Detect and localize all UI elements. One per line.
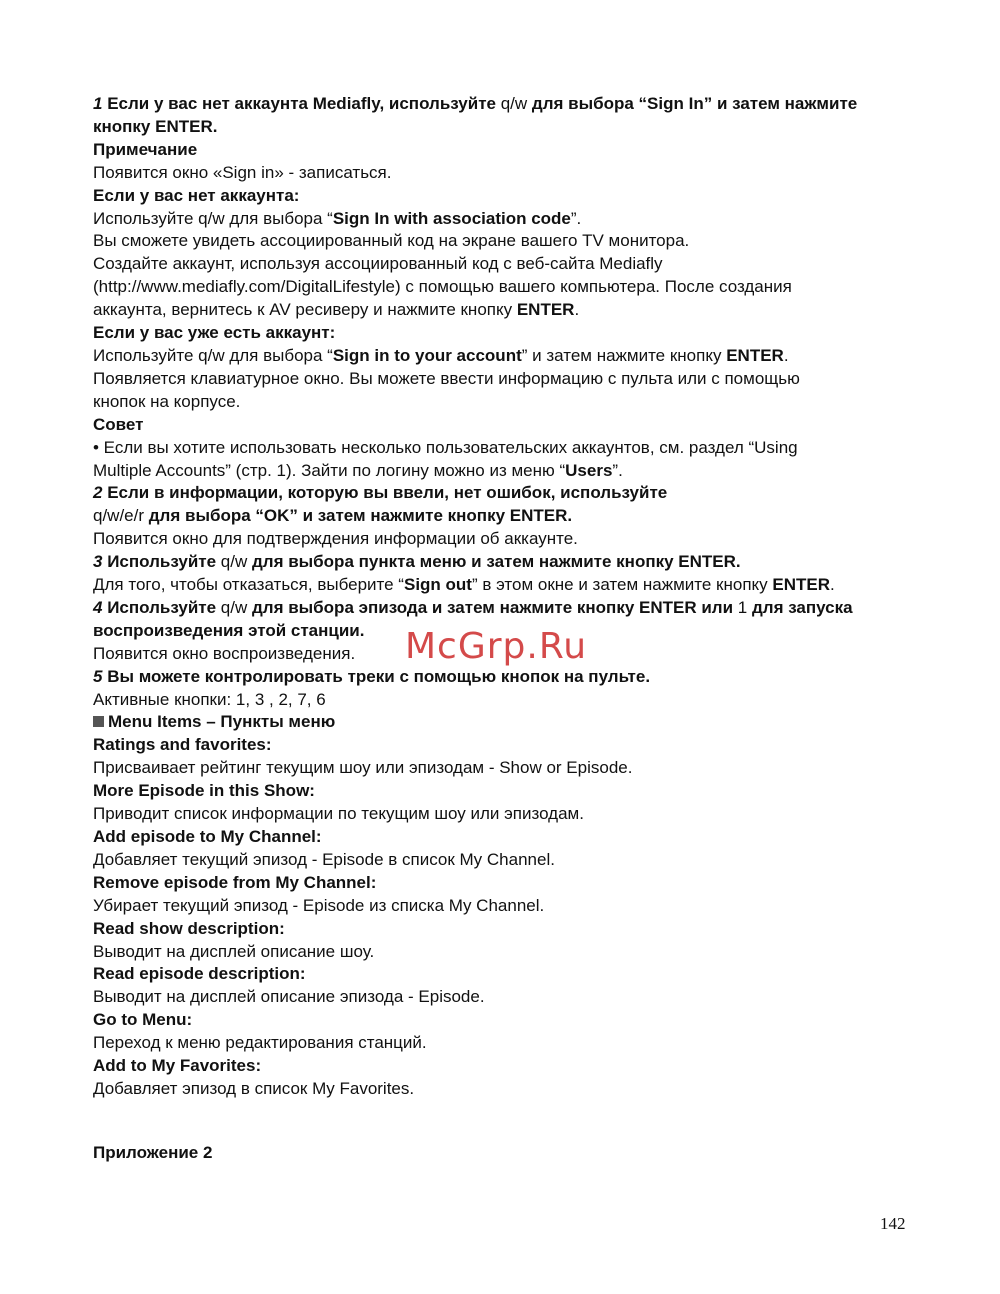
menu-item-desc: Убирает текущий эпизод - Episode из списка My Channel. xyxy=(93,895,545,915)
menu-item-desc: Добавляет текущий эпизод - Episode в список My Channel. xyxy=(93,849,555,869)
note-title: Примечание xyxy=(93,139,198,159)
menu-item-desc: Приводит список информации по текущим шоу или эпизодам. xyxy=(93,804,584,824)
no-account-line-3: Создайте аккаунт, используя ассоциированный код с веб-сайта Mediafly xyxy=(93,254,663,274)
has-account-line-1: Используйте q/w для выбора “Sign in to your account” и затем нажмите кнопку ENTER. xyxy=(93,345,789,365)
step-5-line-1: 5 Вы можете контролировать треки с помощью кнопок на пульте. xyxy=(93,666,651,686)
menu-item-title: Read show description: xyxy=(93,918,285,938)
no-account-line-4: (http://www.mediafly.com/DigitalLifestyle) с помощью вашего компьютера. После создания xyxy=(93,277,792,297)
menu-item-desc: Добавляет эпизод в список My Favorites. xyxy=(93,1078,415,1098)
watermark-logo: McGrp.Ru xyxy=(405,626,588,667)
menu-item-title: Add episode to My Channel: xyxy=(93,827,322,846)
step-2-line-1: 2 Если в информации, которую вы ввели, нет ошибок, используйте xyxy=(93,483,668,503)
no-account-title: Если у вас нет аккаунта: xyxy=(93,185,300,205)
step-2-line-3: Появится окно для подтверждения информации об аккаунте. xyxy=(93,529,578,549)
step-4-line-3: Появится окно воспроизведения. xyxy=(93,643,356,663)
no-account-line-1: Используйте q/w для выбора “Sign In with association code”. xyxy=(93,208,582,228)
menu-item-title: Go to Menu: xyxy=(93,1010,193,1030)
menu-item-desc: Выводит на дисплей описание шоу. xyxy=(93,941,375,961)
tip-line-1: • Если вы хотите использовать несколько пользовательских аккаунтов, см. раздел “Using xyxy=(93,437,798,457)
page-number: 142 xyxy=(880,1214,906,1233)
tip-title: Совет xyxy=(93,414,144,434)
menu-item-desc: Присваивает рейтинг текущим шоу или эпизодам - Show or Episode. xyxy=(93,758,633,778)
has-account-line-2: Появляется клавиатурное окно. Вы можете ввести информацию с пульта или с помощью xyxy=(93,368,800,388)
menu-item-title: Remove episode from My Channel: xyxy=(93,872,377,892)
step-1-line-2: кнопку ENTER. xyxy=(93,116,218,136)
tip-line-2: Multiple Accounts” (стр. 1). Зайти по логину можно из меню “Users”. xyxy=(93,460,623,480)
has-account-line-3: кнопок на корпусе. xyxy=(93,391,241,411)
menu-item-title: Add to My Favorites: xyxy=(93,1056,262,1076)
document-body xyxy=(93,93,923,1101)
step-3-line-1: 3 Используйте q/w для выбора пункта меню и затем нажмите кнопку ENTER. xyxy=(93,552,741,572)
menu-item-title: More Episode in this Show: xyxy=(93,781,315,801)
menu-item-desc: Выводит на дисплей описание эпизода - Episode. xyxy=(93,987,485,1007)
square-bullet-icon xyxy=(93,716,104,727)
step-1-line-1: 1 Если у вас нет аккаунта Mediafly, используйте q/w для выбора “Sign In” и затем нажмите xyxy=(93,94,858,113)
note-text: Появится окно «Sign in» - записаться. xyxy=(93,162,392,182)
step-4-line-1: 4 Используйте q/w для выбора эпизода и затем нажмите кнопку ENTER или 1 для запуска xyxy=(93,597,853,617)
step-2-line-2: q/w/e/r для выбора “OK” и затем нажмите кнопку ENTER. xyxy=(93,506,573,526)
menu-item-desc: Переход к меню редактирования станций. xyxy=(93,1033,427,1053)
step-4-line-2: воспроизведения этой станции. xyxy=(93,620,365,640)
step-3-line-2: Для того, чтобы отказаться, выберите “Sign out” в этом окне и затем нажмите кнопку ENTER. xyxy=(93,575,835,595)
appendix-title: Приложение 2 xyxy=(93,1143,213,1162)
menu-items-heading: Menu Items – Пункты меню xyxy=(93,711,923,734)
menu-item-title: Read episode description: xyxy=(93,964,306,984)
no-account-line-2: Вы сможете увидеть ассоциированный код на экране вашего TV монитора. xyxy=(93,231,690,251)
has-account-title: Если у вас уже есть аккаунт: xyxy=(93,323,336,343)
no-account-line-5: аккаунта, вернитесь к AV ресиверу и нажмите кнопку ENTER. xyxy=(93,300,580,320)
step-5-line-2: Активные кнопки: 1, 3 , 2, 7, 6 xyxy=(93,689,326,709)
menu-item-title: Ratings and favorites: xyxy=(93,735,272,755)
